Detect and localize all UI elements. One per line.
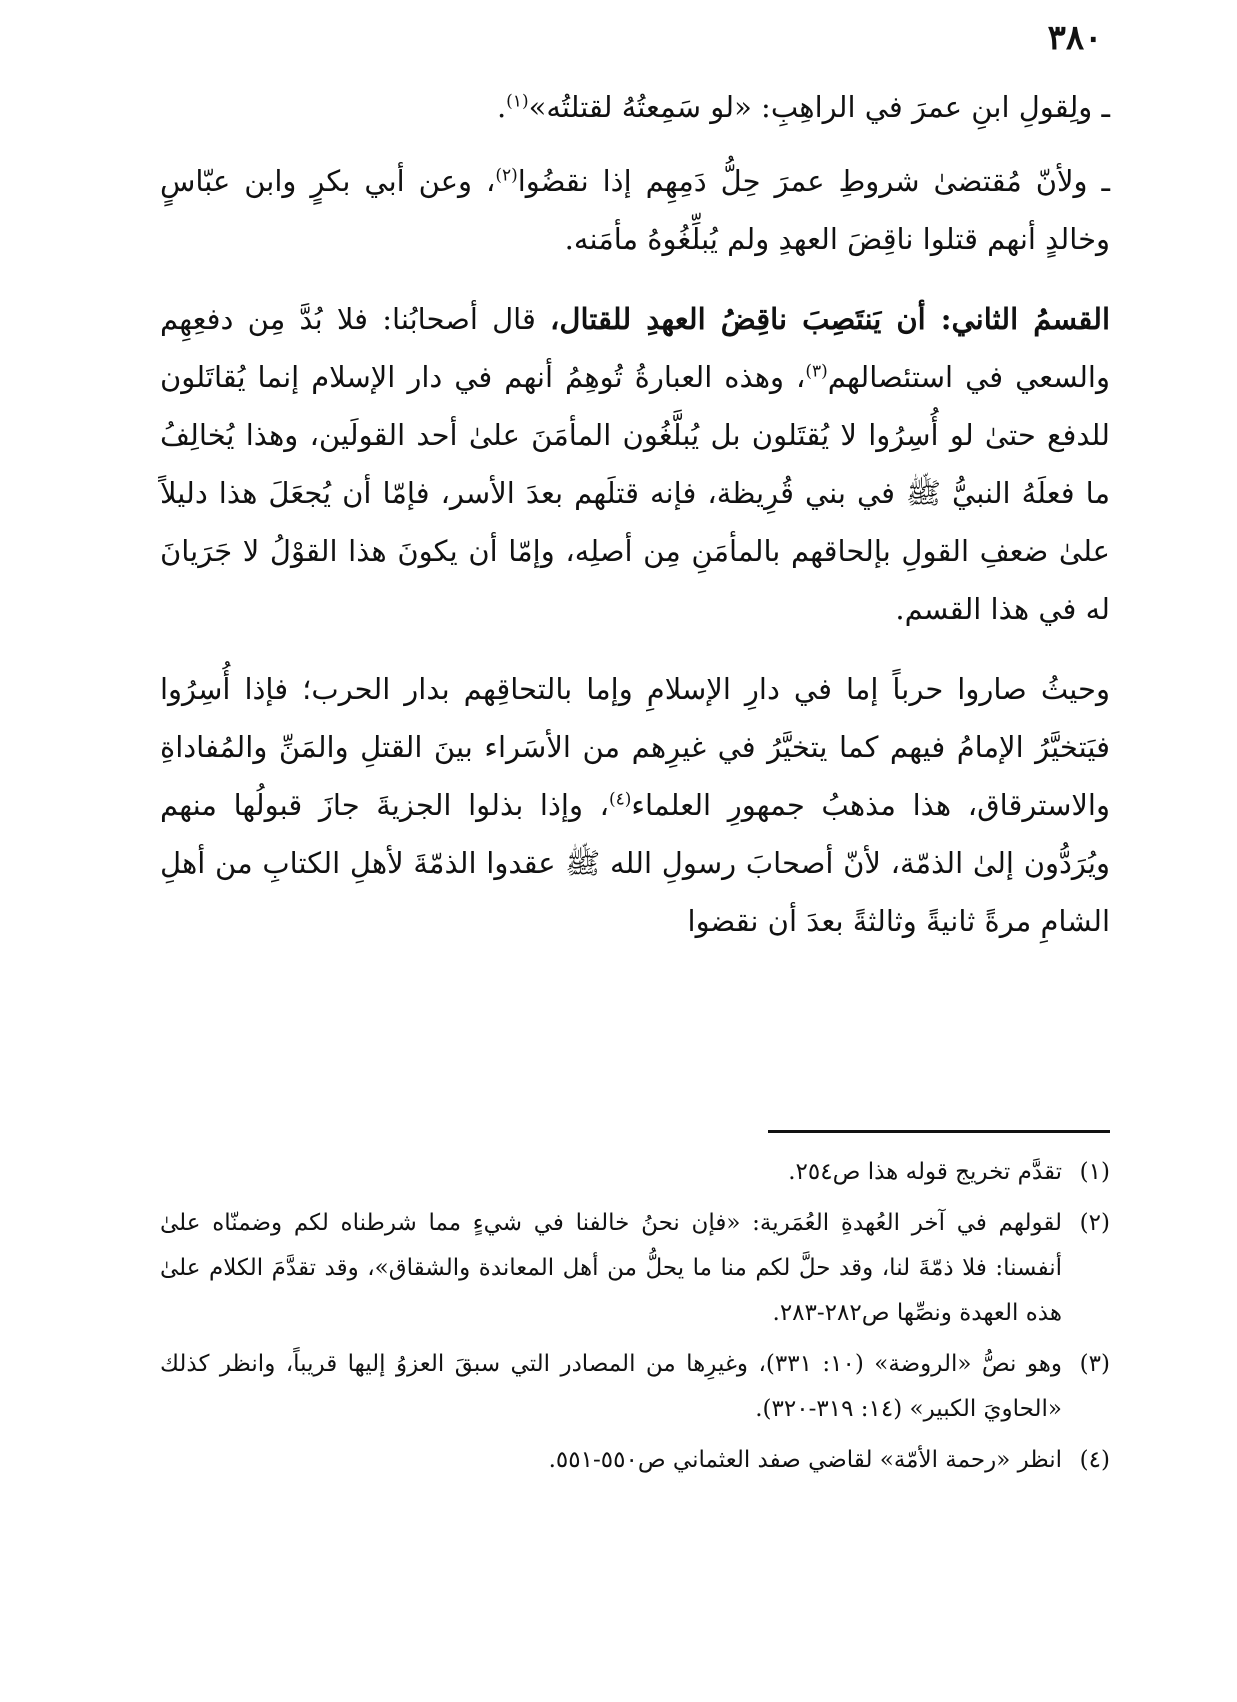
paragraph-4 — [160, 660, 1110, 950]
footnote-divider — [768, 1130, 1110, 1133]
footnote — [160, 1438, 1110, 1483]
paragraph-4-text-b: ، وإذا بذلوا الجزيةَ جازَ قبولُها منهم ويُرَدُّون إلىٰ الذمّة، لأنّ أصحابَ رسولِ الله ﷺ عقدوا الذمّةَ لأهلِ الكتابِ من أهلِ الشامِ مرةً ثانيةً وثالثةً بعدَ أن نقضوا — [160, 788, 1110, 938]
footnote — [160, 1150, 1110, 1195]
footnote-ref-1: (١) — [506, 91, 529, 112]
paragraph-2 — [160, 152, 1110, 268]
page-number: ٣٨٠ — [1047, 18, 1103, 58]
main-text — [160, 78, 1110, 972]
footnotes — [160, 1150, 1110, 1489]
section-heading: القسمُ الثاني: أن يَنتَصِبَ ناقِضُ العهدِ للقتال، — [550, 302, 1110, 336]
paragraph-1-end: . — [496, 90, 507, 124]
paragraph-3-text-b: ، وهذه العبارةُ تُوهِمُ أنهم في دار الإسلام إنما يُقاتَلون للدفع حتىٰ لو أُسِرُوا لا يُقتَلون بل يُبلَّغُون المأمَنَ علىٰ أحد القولَين، وهذا يُخالِفُ ما فعلَهُ النبيُّ ﷺ في بني قُرِيظة، فإنه قتلَهم بعدَ الأسر، فإمّا أن يُجعَلَ هذا دليلاً علىٰ ضعفِ القولِ بإلحاقهم بالمأمَنِ مِن أصلِه، وإمّا أن يكونَ هذا القوْلُ لا جَرَيانَ له في هذا القسم. — [160, 360, 1110, 626]
paragraph-4-text-a: وحيثُ صاروا حرباً إما في دارِ الإسلامِ وإما بالتحاقِهم بدار الحرب؛ فإذا أُسِرُوا فيَتخيَّرُ الإمامُ فيهم كما يتخيَّرُ في غيرِهم من الأسَراء بينَ القتلِ والمَنِّ والمُفاداةِ والاسترقاق، هذا مذهبُ جمهورِ العلماء — [160, 672, 1110, 822]
footnote-text: انظر «رحمة الأمّة» لقاضي صفد العثماني ص٥٥٠-٥٥١. — [548, 1447, 1062, 1473]
footnote-ref-3: (٣) — [805, 361, 828, 382]
paragraph-3-text-a: قال أصحابُنا: فلا بُدَّ مِن دفعِهِم والسعي في استئصالهم — [160, 302, 1110, 394]
footnote — [160, 1201, 1110, 1336]
footnote-number: (٢) — [1079, 1210, 1110, 1236]
footnote — [160, 1342, 1110, 1432]
footnote-number: (٣) — [1079, 1351, 1110, 1377]
footnote-text: تقدَّم تخريج قوله هذا ص٢٥٤. — [788, 1159, 1062, 1185]
paragraph-1 — [160, 78, 1110, 136]
paragraph-1-text: ـ ولِقولِ ابنِ عمرَ في الراهِبِ: «لو سَمِعتُهُ لقتلتُه» — [528, 90, 1110, 124]
footnote-ref-4: (٤) — [608, 789, 632, 810]
paragraph-3 — [160, 290, 1110, 638]
footnote-ref-2: (٢) — [495, 165, 518, 186]
paragraph-2-text-b: ، وعن أبي بكرٍ وابن عبّاسٍ وخالدٍ أنهم قتلوا ناقِضَ العهدِ ولم يُبلِّغُوهُ مأمَنه. — [160, 164, 1110, 256]
footnote-number: (١) — [1079, 1159, 1110, 1185]
footnote-number: (٤) — [1079, 1447, 1110, 1473]
footnote-text: لقولهم في آخر العُهدةِ العُمَرية: «فإن نحنُ خالفنا في شيءٍ مما شرطناه لكم وضمنّاه علىٰ أنفسنا: فلا ذمّةَ لنا، وقد حلَّ لكم منا ما يحلُّ من أهل المعاندة والشقاق»، وقد تقدَّمَ الكلام علىٰ هذه العهدة ونصِّها ص٢٨٢-٢٨٣. — [160, 1210, 1062, 1326]
footnote-text: وهو نصُّ «الروضة» (١٠: ٣٣١)، وغيرِها من المصادر التي سبقَ العزوُ إليها قريباً، وانظر كذلك «الحاويَ الكبير» (١٤: ٣١٩-٣٢٠). — [160, 1351, 1062, 1422]
paragraph-2-text-a: ـ ولأنّ مُقتضىٰ شروطِ عمرَ حِلُّ دَمِهِم إذا نقضُوا — [517, 164, 1110, 198]
